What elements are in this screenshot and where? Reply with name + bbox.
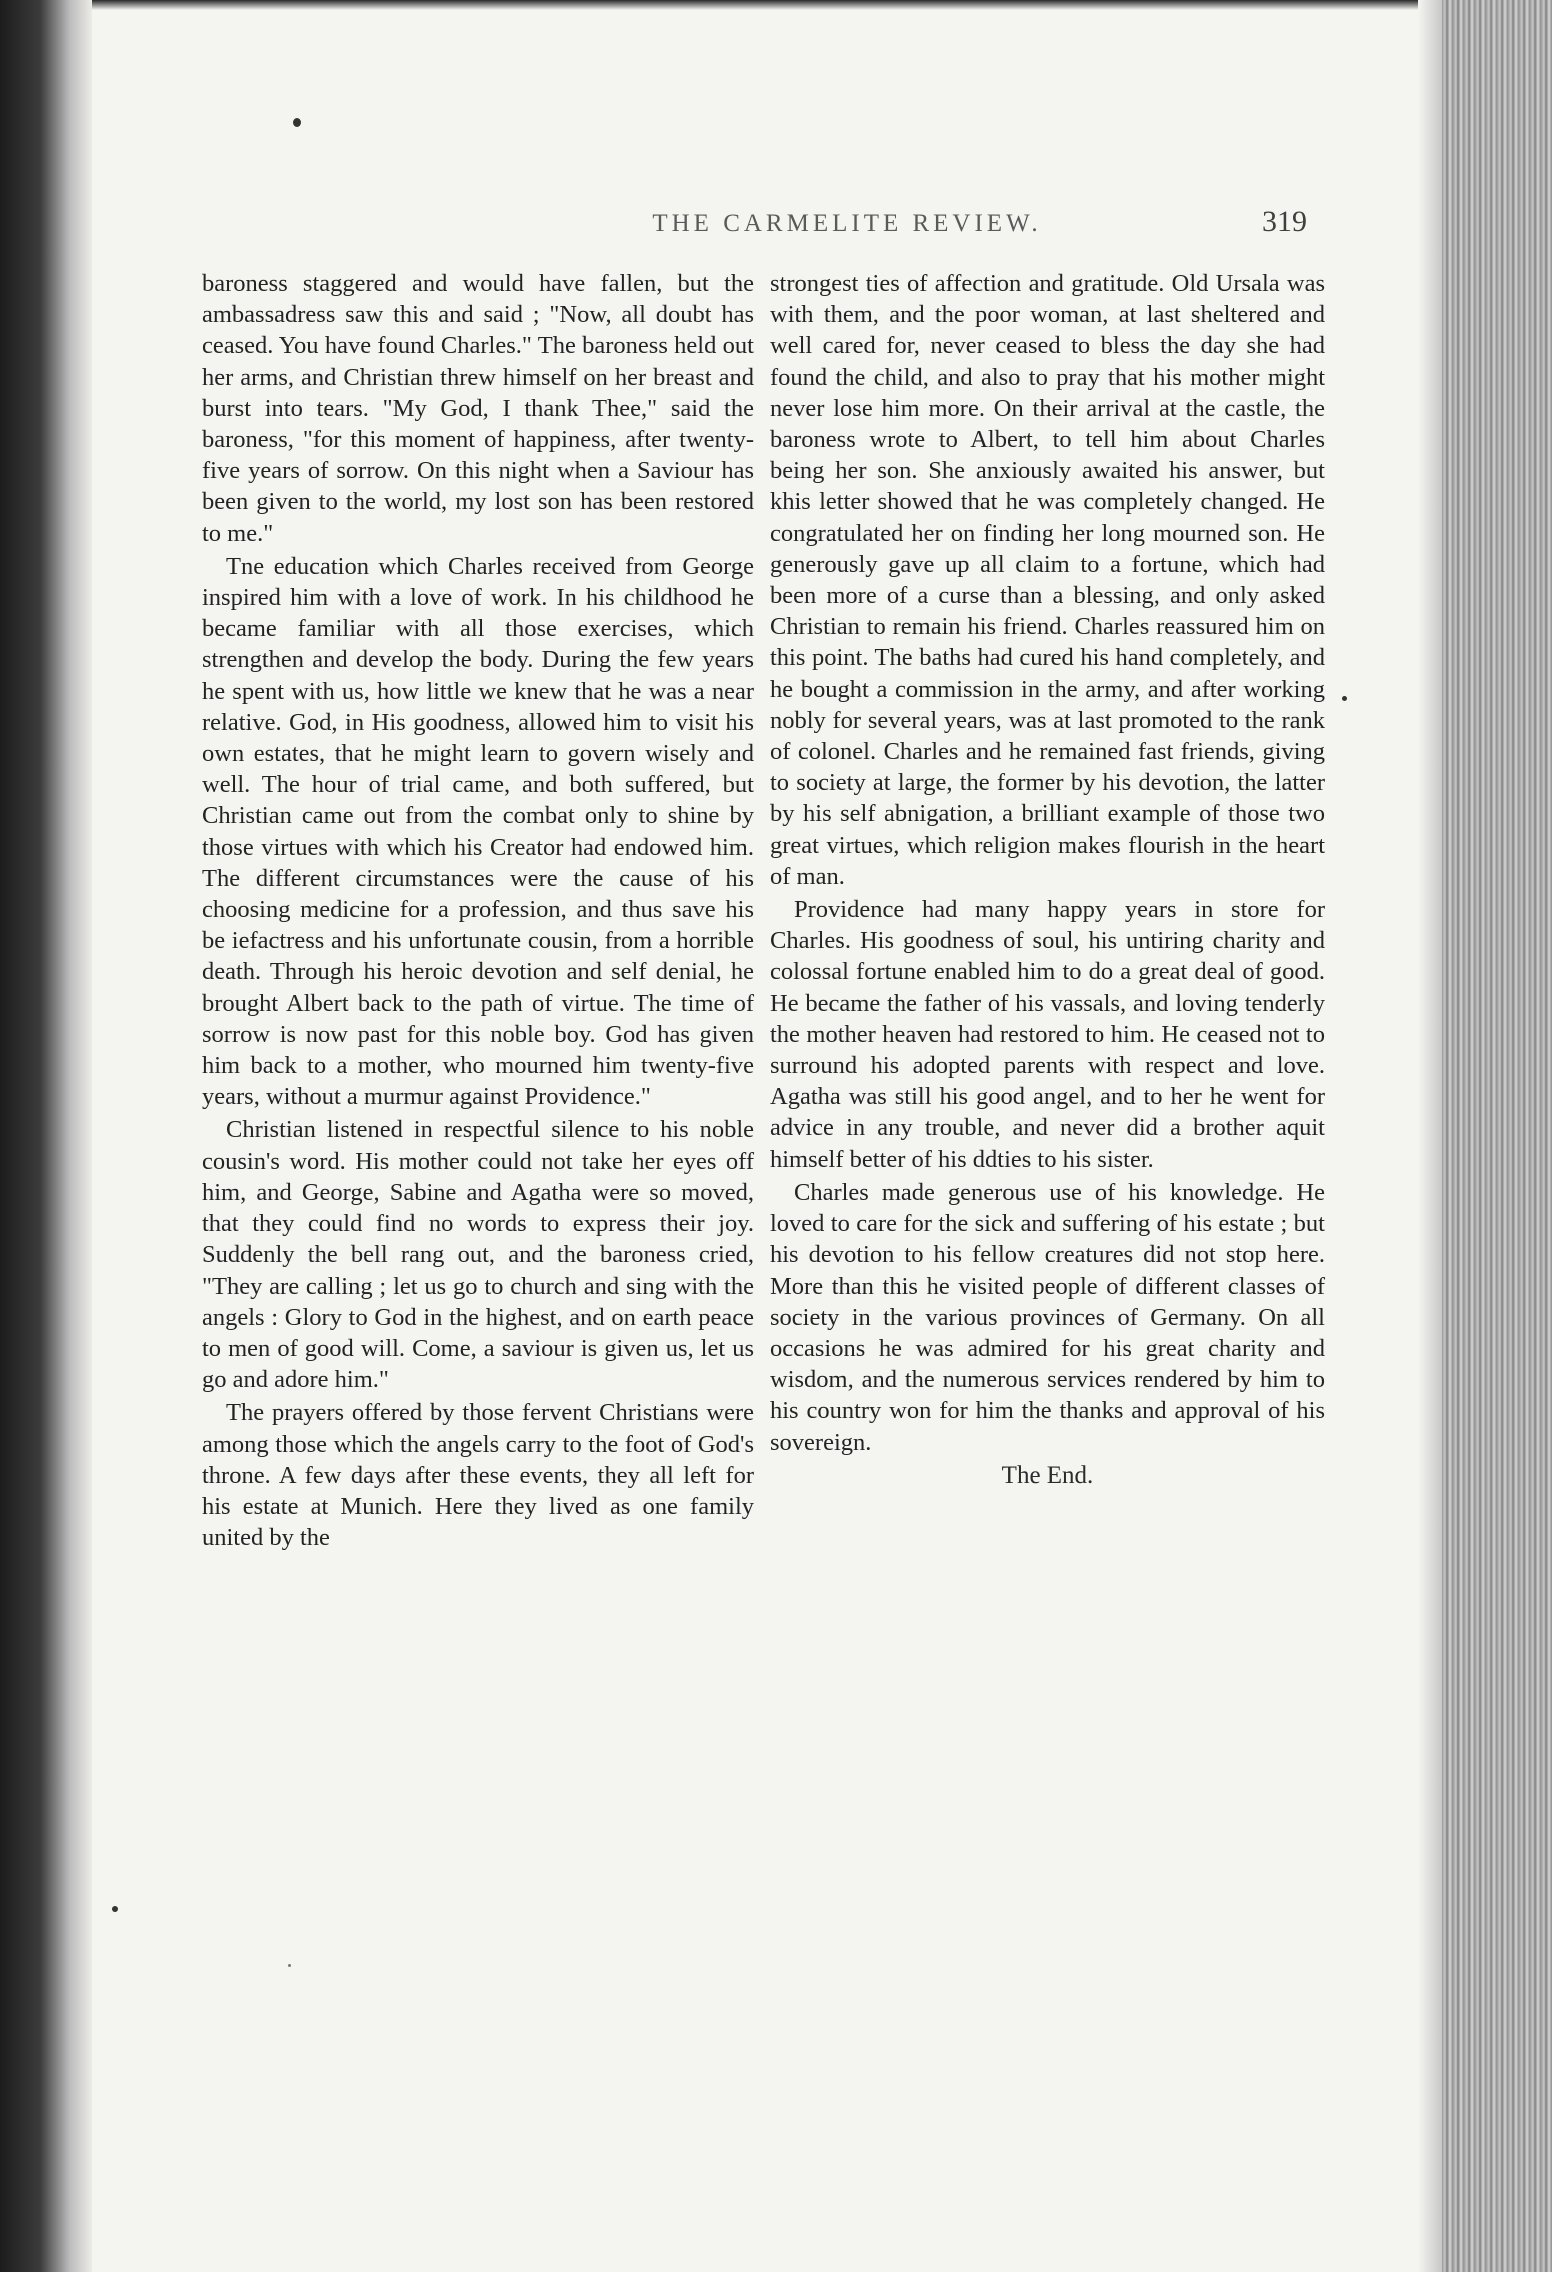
right-text-column — [770, 268, 1325, 1493]
book-page-stack-edge — [1442, 0, 1552, 2272]
closing-line: The End. — [1001, 1461, 1094, 1489]
book-binding-edge — [0, 0, 92, 2272]
paragraph: Tne education which Charles received from George inspired him with a love of work. In his childhood he became familiar with all those exercises, which strengthen and develop the body. During the few years he spent with us, how little we knew that he was a near relative. God, in His goodness, allowed him to visit his own estates, that he might learn to govern wisely and well. The hour of trial came, and both suffered, but Christian came out from the combat only to shine by those virtues with which his Creator had endowed him. The different circumstances were the cause of his choosing medicine for a profession, and thus save his be iefactress and his unfortunate cousin, from a horrible death. Through his heroic devotion and self denial, he brought Albert back to the path of virtue. The time of sorrow is now past for this noble boy. God has given him back to a mother, who mourned him twenty-five years, without a murmur against Providence." — [202, 552, 754, 1111]
scanned-page — [92, 0, 1418, 2272]
paragraph: strongest ties of affection and gratitude. Old Ursala was with them, and the poor woman, at last sheltered and well cared for, never ceased to bless the day she had found the child, and also to pray that his mother might never lose him more. On their arrival at the castle, the baroness wrote to Albert, to tell him about Charles being her son. She anxiously awaited his answer, but khis letter showed that he was completely changed. He congratulated her on finding her long mourned son. He generously gave up all claim to a fortune, which had been more of a curse than a blessing, and only asked Christian to remain his friend. Charles reassured him on this point. The baths had cured his hand completely, and he bought a commission in the army, and after working nobly for several years, was at last promoted to the rank of colonel. Charles and he remained fast friends, giving to society at large, the former by his devotion, the latter by his self abnigation, a brilliant example of those two great virtues, which religion makes flourish in the heart of man. — [770, 270, 1325, 890]
print-speck — [293, 118, 301, 127]
running-title: THE CARMELITE REVIEW. — [652, 210, 1042, 237]
paragraph: The prayers offered by those fervent Christians were among those which the angels carry to the foot of God's throne. A few days after these events, they all left for his estate at Munich. Here they lived as one family united by the — [202, 1399, 754, 1552]
left-text-column — [202, 268, 754, 1555]
paragraph: Providence had many happy years in store for Charles. His goodness of soul, his untiring charity and colossal fortune enabled him to do a great deal of good. He became the father of his vassals, and loving tenderly the mother heaven had restored to him. He ceased not to surround his adopted parents with respect and love. Agatha was still his good angel, and to her he went for advice in any trouble, and never did a brother aquit himself better of his ddties to his sister. — [770, 896, 1325, 1173]
print-speck — [288, 1964, 291, 1967]
page-gutter-shadow — [1418, 0, 1442, 2272]
paragraph: Charles made generous use of his knowledge. He loved to care for the sick and suffering of his estate ; but his devotion to his fellow creatures did not stop here. More than this he visited people of different classes of society in the various provinces of Germany. On all occasions he was admired for his great charity and wisdom, and the numerous services rendered by him to his country won for him the thanks and approval of his sovereign. — [770, 1178, 1325, 1456]
print-speck — [1342, 696, 1347, 701]
print-speck — [112, 1906, 118, 1912]
paragraph: Christian listened in respectful silence to his noble cousin's word. His mother could not take her eyes off him, and George, Sabine and Agatha were so moved, that they could find no words to express their joy. Suddenly the bell rang out, and the baroness cried, "They are calling ; let us go to church and sing with the angels : Glory to God in the highest, and on earth peace to men of good will. Come, a saviour is given us, let us go and adore him." — [202, 1116, 754, 1394]
page-number: 319 — [1262, 205, 1307, 238]
paragraph: baroness staggered and would have fallen, but the ambassadress saw this and said ; "Now, all doubt has ceased. You have found Charles." The baroness held out her arms, and Christian threw himself on her breast and burst into tears. "My God, I thank Thee," said the baroness, "for this moment of happiness, after twenty-five years of sorrow. On this night when a Saviour has been given to the world, my lost son has been restored to me." — [202, 270, 754, 547]
